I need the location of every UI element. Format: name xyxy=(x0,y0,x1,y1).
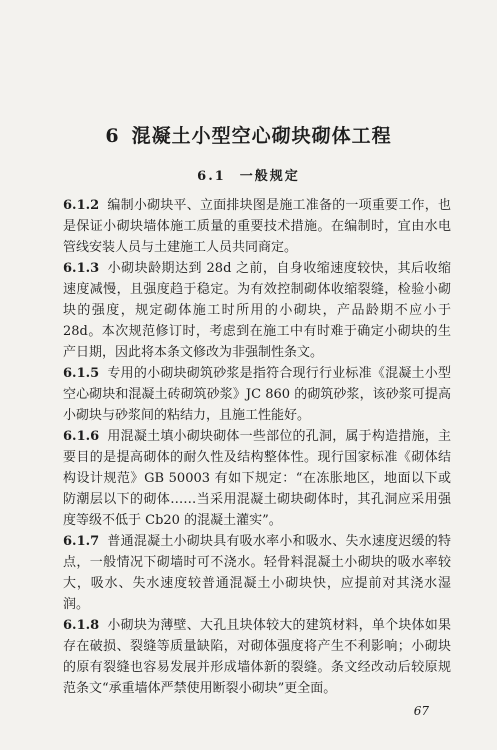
chapter-number: 6 xyxy=(105,125,120,147)
page-number: 67 xyxy=(413,704,429,718)
clause-text: 专用的小砌块砌筑砂浆是指符合现行行业标准《混凝土小型空心砌块和混凝土砖砌筑砂浆》JC 860 的砌筑砂浆，该砂浆可提高小砌块与砂浆间的粘结力，且施工性能好。 xyxy=(63,366,451,423)
clause-text: 小砌块为薄壁、大孔且块体较大的建筑材料，单个块体如果存在破损、裂缝等质量缺陷，对砌体强度将产生不利影响；小砌块的原有裂缝也容易发展并形成墙体新的裂缝。条文经改动后较原规范条文“承重墙体严禁使用断裂小砌块”更全面。 xyxy=(63,618,451,696)
clause-6-1-7 xyxy=(63,531,451,615)
clause-number: 6.1.2 xyxy=(63,198,100,213)
clause-number: 6.1.6 xyxy=(63,429,100,444)
clause-6-1-2 xyxy=(63,195,451,258)
section-number: 6.1 xyxy=(197,169,226,184)
clause-text: 编制小砌块平、立面排块图是施工准备的一项重要工作，也是保证小砌块墙体施工质量的重要技术措施。在编制时，宜由水电管线安装人员与土建施工人员共同商定。 xyxy=(63,198,451,255)
clause-number: 6.1.3 xyxy=(63,261,100,276)
chapter-title-text: 混凝土小型空心砌块砌体工程 xyxy=(131,125,392,147)
section-title-text: 一般规定 xyxy=(239,169,300,184)
chapter-title xyxy=(0,121,497,148)
clause-number: 6.1.7 xyxy=(63,534,100,549)
clause-text: 普通混凝土小砌块具有吸水率小和吸水、失水速度迟缓的特点，一般情况下砌墙时可不浇水。轻骨料混凝土小砌块的吸水率较大，吸水、失水速度较普通混凝土小砌块快，应提前对其浇水湿润。 xyxy=(63,534,451,612)
clause-text: 小砌块龄期达到 28d 之前，自身收缩速度较快，其后收缩速度减慢，且强度趋于稳定。为有效控制砌体收缩裂缝，检验小砌块的强度，规定砌体施工时所用的小砌块，产品龄期不应小于 28d。本次规范修订时，考虑到在施工中有时难于确定小砌块的生产日期，因此将本条文修改为非强制性条文。 xyxy=(63,261,451,360)
clause-number: 6.1.8 xyxy=(63,618,100,633)
body-text xyxy=(63,195,451,699)
section-title xyxy=(0,165,497,184)
clause-6-1-3 xyxy=(63,258,451,363)
clause-number: 6.1.5 xyxy=(63,366,100,381)
clause-6-1-5 xyxy=(63,363,451,426)
clause-6-1-8 xyxy=(63,615,451,699)
clause-text: 用混凝土填小砌块砌体一些部位的孔洞，属于构造措施，主要目的是提高砌体的耐久性及结构整体性。现行国家标准《砌体结构设计规范》GB 50003 有如下规定：“在冻胀地区，地面以下或防潮层以下的砌体……当采用混凝土砌块砌体时，其孔洞应采用强度等级不低于 Cb20 的混凝土灌实”。 xyxy=(63,429,451,528)
clause-6-1-6 xyxy=(63,426,451,531)
